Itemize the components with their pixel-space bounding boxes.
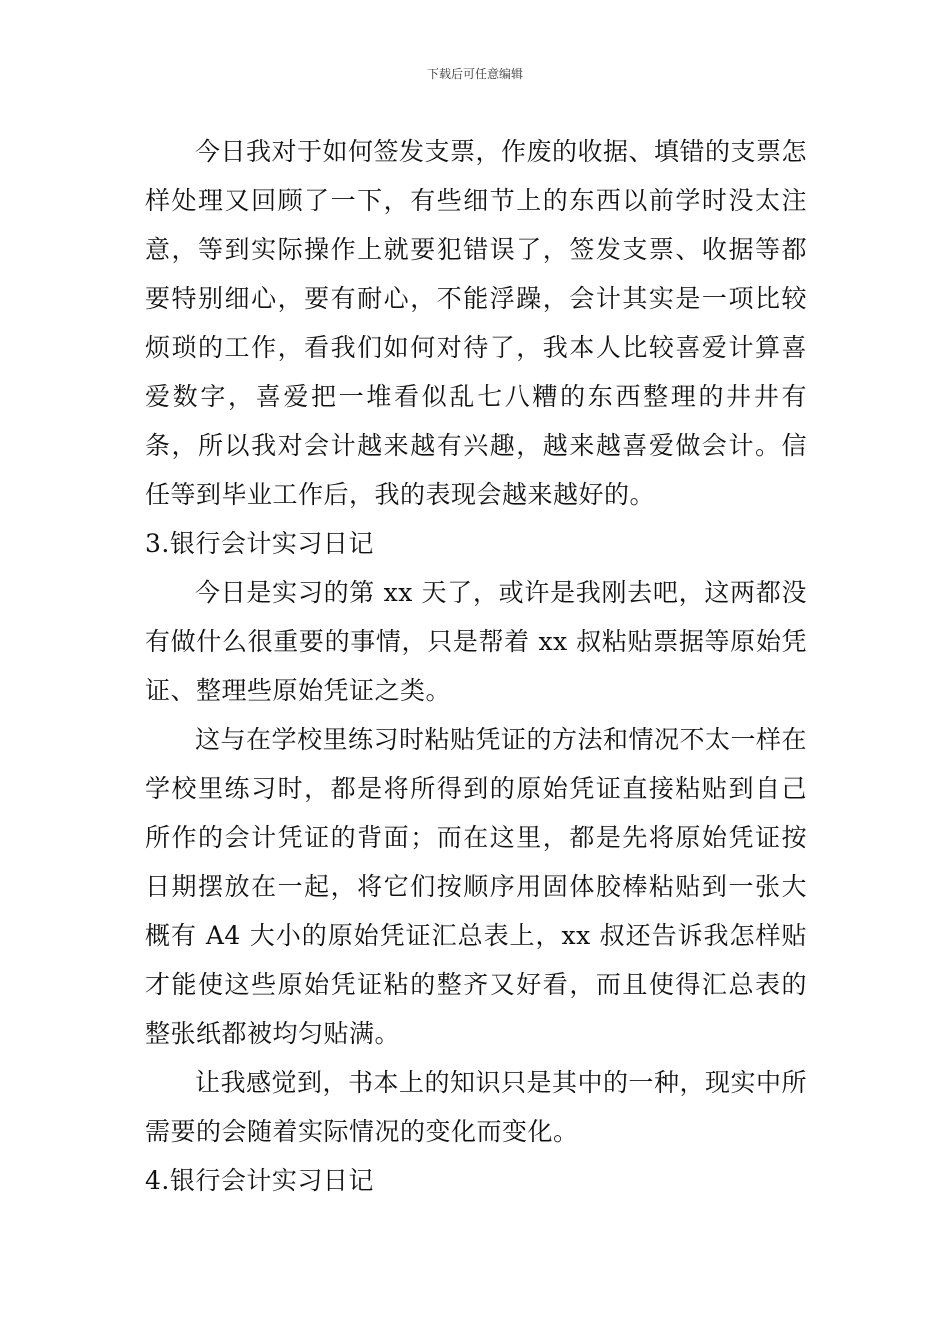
- section-heading-3: 3.银行会计实习日记: [145, 529, 374, 558]
- paragraph-reflection: 今日我对于如何签发支票，作废的收据、填错的支票怎样处理又回顾了一下，有些细节上的东西以前学时没太注意，等到实际操作上就要犯错误了，签发支票、收据等都要特别细心，要有耐心，不能浮躁，会计其实是一项比较烦琐的工作，看我们如何对待了，我本人比较喜爱计算喜爱数字，喜爱把一堆看似乱七八糟的东西整理的井井有条，所以我对会计越来越有兴趣，越来越喜爱做会计。信任等到毕业工作后，我的表现会越来越好的。: [145, 137, 808, 509]
- page-header-note: 下载后可任意编辑: [426, 67, 523, 81]
- paragraph-conclusion: 让我感觉到，书本上的知识只是其中的一种，现实中所需要的会随着实际情况的变化而变化。: [145, 1068, 808, 1146]
- paragraph-day-intro: 今日是实习的第 xx 天了，或许是我刚去吧，这两都没有做什么很重要的事情，只是帮着 xx 叔粘贴票据等原始凭证、整理些原始凭证之类。: [145, 578, 807, 705]
- document-body: [145, 127, 807, 1205]
- paragraph-voucher-method: 这与在学校里练习时粘贴凭证的方法和情况不太一样在学校里练习时，都是将所得到的原始凭证直接粘贴到自己所作的会计凭证的背面；而在这里，都是先将原始凭证按日期摆放在一起，将它们按顺序用固体胶棒粘贴到一张大概有 A4 大小的原始凭证汇总表上，xx 叔还告诉我怎样贴才能使这些原始凭证粘的整齐又好看，而且使得汇总表的整张纸都被均匀贴满。: [145, 725, 808, 1048]
- section-heading-4: 4.银行会计实习日记: [145, 1166, 374, 1195]
